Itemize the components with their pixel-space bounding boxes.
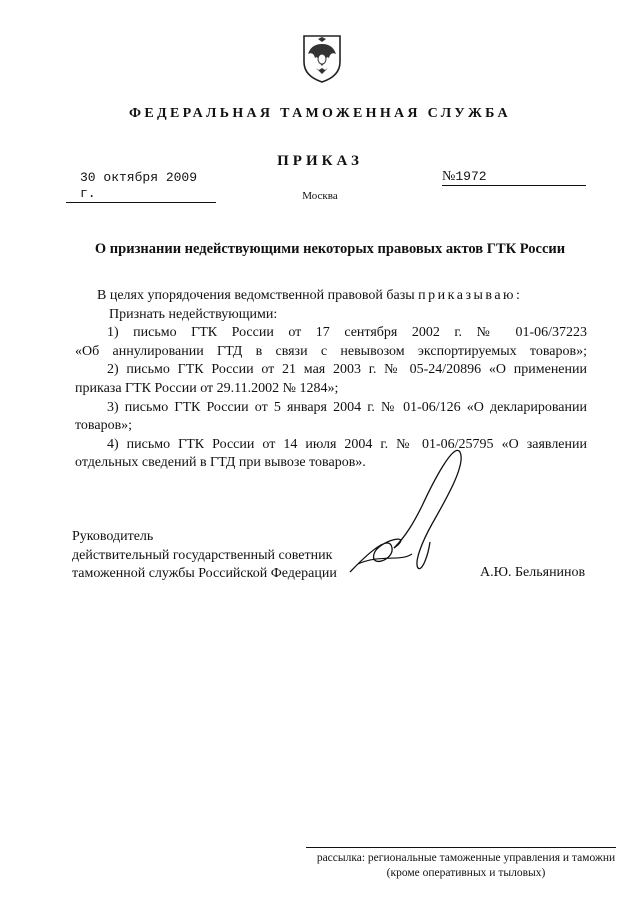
list-item: 3) письмо ГТК России от 5 января 2004 г. № 01-06/126 «О декларировании товаров»; [75, 399, 587, 434]
document-title: О признании недействующими некоторых правовых актов ГТК России [94, 241, 566, 257]
order-verb: приказываю [418, 288, 516, 303]
intro-paragraph: В целях упорядочения ведомственной правовой базы приказываю: [97, 288, 520, 303]
distribution-note: рассылка: региональные таможенные управления и таможни (кроме оперативных и тыловых) [316, 852, 616, 879]
order-number-field [442, 168, 586, 186]
order-date: 30 октября 2009 г. [66, 170, 216, 203]
list-item: 4) письмо ГТК России от 14 июля 2004 г. № 01-06/25795 «О заявлении отдельных сведений в ГТД при вывозе товаров». [75, 436, 587, 471]
order-number: 1972 [455, 169, 487, 184]
organization-name: ФЕДЕРАЛЬНАЯ ТАМОЖЕННАЯ СЛУЖБА [129, 106, 511, 121]
coat-of-arms-emblem [300, 32, 344, 84]
city: Москва [302, 190, 338, 202]
handwritten-signature [330, 436, 480, 586]
list-item: 2) письмо ГТК России от 21 мая 2003 г. № 05-24/20896 «О применении приказа ГТК России от 29.11.2002 № 1284»; [75, 362, 587, 396]
number-sign: № [442, 169, 456, 184]
signatory-title: Руководитель действительный государственный советник таможенной службы Российской Федерации [72, 529, 337, 581]
order-heading: ПРИКАЗ [277, 153, 363, 169]
recognize-paragraph: Признать недействующими: [109, 306, 278, 322]
signatory-name: А.Ю. Бельянинов [480, 565, 586, 580]
list-item: 1) письмо ГТК России от 17 сентября 2002 г. № 01-06/37223 «Об аннулировании ГТД в связи с невывозом экспортируемых товаров»; [75, 325, 587, 359]
footer-divider [306, 847, 616, 848]
